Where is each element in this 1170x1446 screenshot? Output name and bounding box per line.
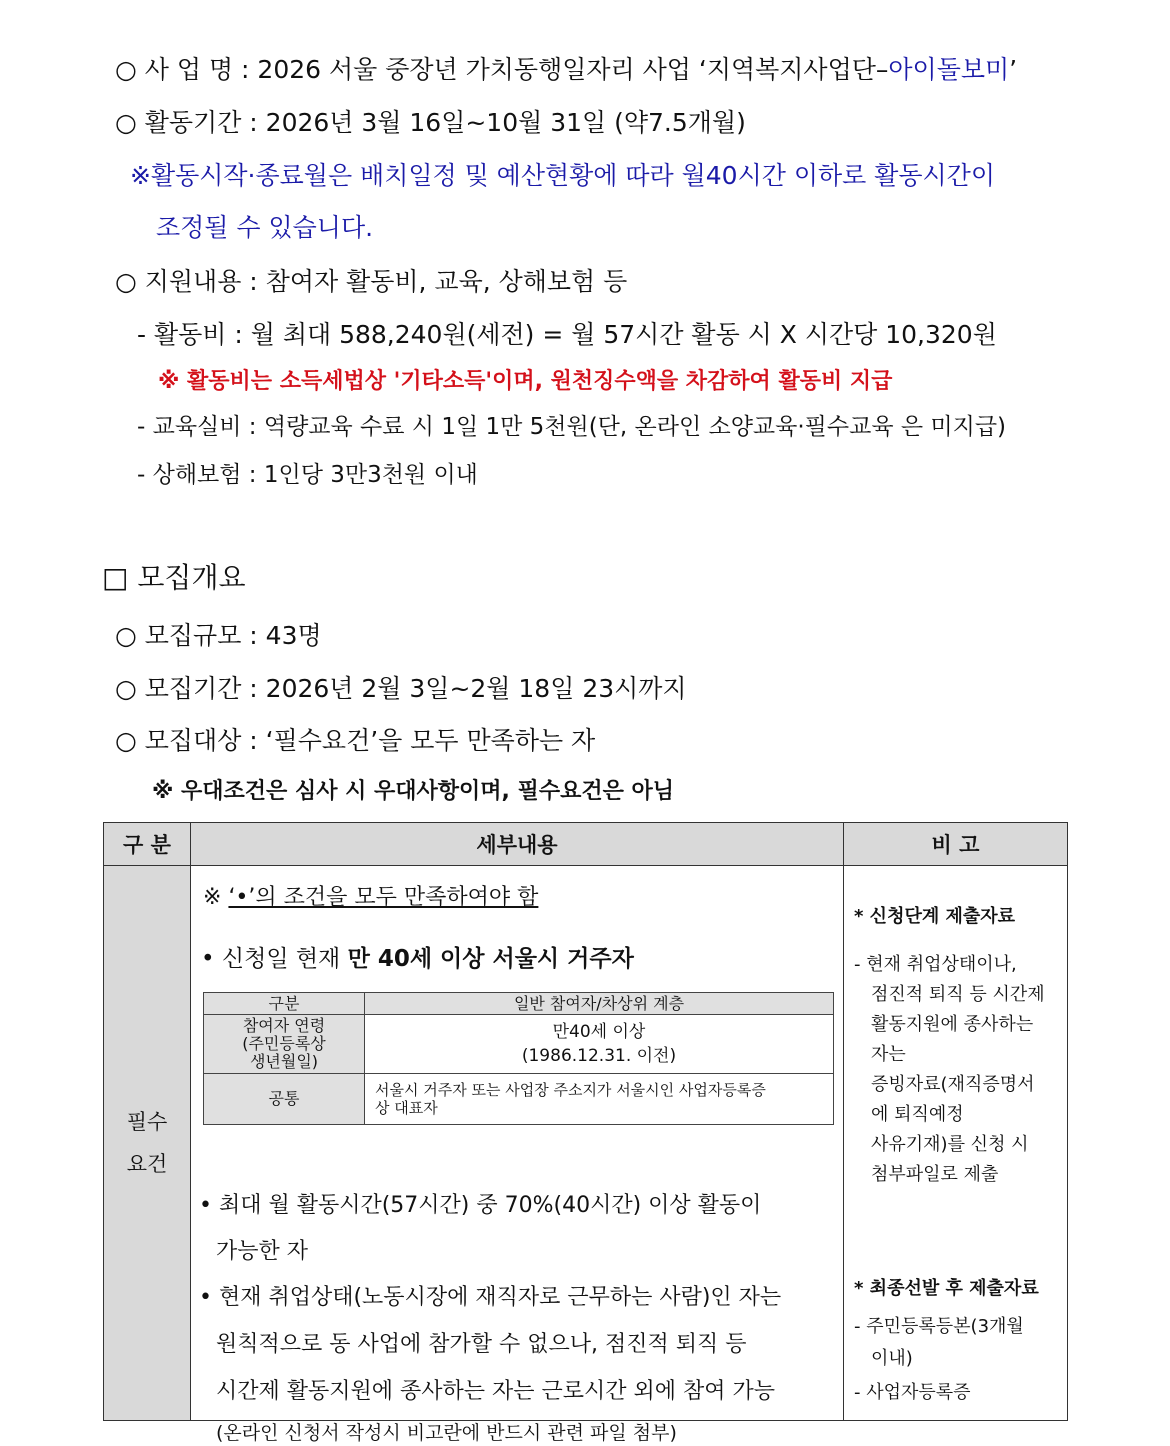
remarks-apply-line: 첨부파일로 제출 bbox=[871, 1164, 999, 1185]
header-category: 구 분 bbox=[104, 823, 191, 866]
remarks-apply-title: * 신청단계 제출자료 bbox=[854, 906, 1016, 927]
remarks-apply-line: - 현재 취업상태이나, bbox=[854, 954, 1017, 975]
support-item-activity-fee: - 활동비 : 월 최대 588,240원(세전) = 월 57시간 활동 시 X 시간당 10,320원 bbox=[137, 320, 997, 349]
bullet-employment-2: 원칙적으로 동 사업에 참가할 수 없으나, 점진적 퇴직 등 bbox=[216, 1332, 747, 1357]
period-note-line2: 조정될 수 있습니다. bbox=[156, 213, 374, 242]
recruit-heading: □ 모집개요 bbox=[102, 561, 246, 594]
sub-row2-label: 공통 bbox=[204, 1074, 365, 1125]
header-remarks: 비 고 bbox=[844, 823, 1068, 866]
business-name bbox=[115, 50, 1017, 86]
remarks-apply-line: 자는 bbox=[871, 1044, 906, 1065]
sub-header-category: 구분 bbox=[204, 993, 365, 1015]
condition-note bbox=[203, 880, 538, 911]
remarks-apply-line: 증빙자료(재직증명서 bbox=[871, 1074, 1035, 1095]
row-label-required bbox=[104, 866, 191, 1421]
recruit-period: ○ 모집기간 : 2026년 2월 3일~2월 18일 23시까지 bbox=[115, 674, 687, 703]
row-label-line1: 필수 bbox=[126, 1110, 168, 1134]
row-label-line2: 요건 bbox=[126, 1152, 168, 1176]
sub-row1-label bbox=[204, 1015, 365, 1074]
bullet1-bold: 만 40세 이상 서울시 거주자 bbox=[347, 946, 634, 972]
recruit-scale: ○ 모집규모 : 43명 bbox=[115, 621, 322, 650]
bullet-age-residence bbox=[201, 940, 634, 973]
support-item-insurance: - 상해보험 : 1인당 3만3천원 이내 bbox=[137, 462, 478, 488]
condition-note-mark: ※ bbox=[203, 885, 229, 910]
period-note-line1: ※활동시작·종료월은 배치일정 및 예산현황에 따라 월40시간 이하로 활동시간이 bbox=[130, 161, 995, 190]
sub-row1-value-2: (1986.12.31. 이전) bbox=[521, 1046, 677, 1066]
bullet-employment-3: 시간제 활동지원에 종사하는 자는 근로시간 외에 참여 가능 bbox=[216, 1379, 776, 1404]
support-content: ○ 지원내용 : 참여자 활동비, 교육, 상해보험 등 bbox=[115, 267, 628, 296]
remarks-final-title: * 최종선발 후 제출자료 bbox=[854, 1278, 1039, 1299]
remarks-apply-line: 사유기재)를 신청 시 bbox=[871, 1134, 1029, 1155]
condition-note-text: ‘•’의 조건을 모두 만족하여야 함 bbox=[228, 885, 539, 910]
activity-fee-warning: ※ 활동비는 소득세법상 '기타소득'이며, 원천징수액을 차감하여 활동비 지급 bbox=[158, 369, 893, 394]
business-name-end: ’ bbox=[1009, 55, 1018, 84]
sub-row1-value-1: 만40세 이상 bbox=[552, 1022, 646, 1042]
details-cell bbox=[191, 866, 844, 1444]
bullet-employment-4: (온라인 신청서 작성시 비고란에 반드시 관련 파일 첨부) bbox=[216, 1422, 677, 1444]
sub-row2-value-1: 서울시 거주자 또는 사업장 주소지가 서울시인 사업자등록증 bbox=[375, 1081, 766, 1099]
sub-row2-value-2: 상 대표자 bbox=[375, 1099, 438, 1117]
sub-row1-label-2: (주민등록상 bbox=[242, 1034, 326, 1053]
business-name-text: ○ 사 업 명 : 2026 서울 중장년 가치동행일자리 사업 ‘지역복지사업단– bbox=[115, 55, 889, 84]
bullet1-prefix: • 신청일 현재 bbox=[201, 946, 348, 972]
remarks-apply-line: 점진적 퇴직 등 시간제 bbox=[871, 984, 1045, 1005]
activity-period: ○ 활동기간 : 2026년 3월 16일~10월 31일 (약7.5개월) bbox=[115, 108, 746, 137]
sub-row1-value bbox=[365, 1015, 834, 1074]
remarks-cell bbox=[844, 866, 1068, 1421]
remarks-final-line: - 사업자등록증 bbox=[854, 1382, 971, 1403]
requirements-table bbox=[103, 822, 1068, 1444]
header-details: 세부내용 bbox=[191, 823, 844, 866]
age-sub-table bbox=[203, 992, 834, 1125]
business-name-highlight: 아이돌보미 bbox=[888, 55, 1010, 84]
remarks-apply-line: 에 퇴직예정 bbox=[871, 1104, 964, 1125]
sub-row1-label-1: 참여자 연령 bbox=[242, 1016, 326, 1035]
recruit-target: ○ 모집대상 : ‘필수요건’을 모두 만족하는 자 bbox=[115, 726, 596, 755]
sub-row2-value bbox=[365, 1074, 834, 1125]
bullet-activity-hours-2: 가능한 자 bbox=[216, 1239, 309, 1264]
remarks-final-line: - 주민등록등본(3개월 bbox=[854, 1316, 1024, 1337]
sub-header-participant: 일반 참여자/차상위 계층 bbox=[365, 993, 834, 1015]
remarks-final-line: 이내) bbox=[871, 1348, 913, 1369]
recruit-note: ※ 우대조건은 심사 시 우대사항이며, 필수요건은 아님 bbox=[152, 779, 674, 804]
sub-row1-label-3: 생년월일) bbox=[249, 1052, 319, 1071]
bullet-employment-1: • 현재 취업상태(노동시장에 재직자로 근무하는 사람)인 자는 bbox=[199, 1285, 782, 1310]
remarks-apply-line: 활동지원에 종사하는 bbox=[871, 1014, 1034, 1035]
bullet-activity-hours-1: • 최대 월 활동시간(57시간) 중 70%(40시간) 이상 활동이 bbox=[199, 1193, 762, 1218]
support-item-education: - 교육실비 : 역량교육 수료 시 1일 1만 5천원(단, 온라인 소양교육·필수교육 은 미지급) bbox=[137, 414, 1007, 440]
